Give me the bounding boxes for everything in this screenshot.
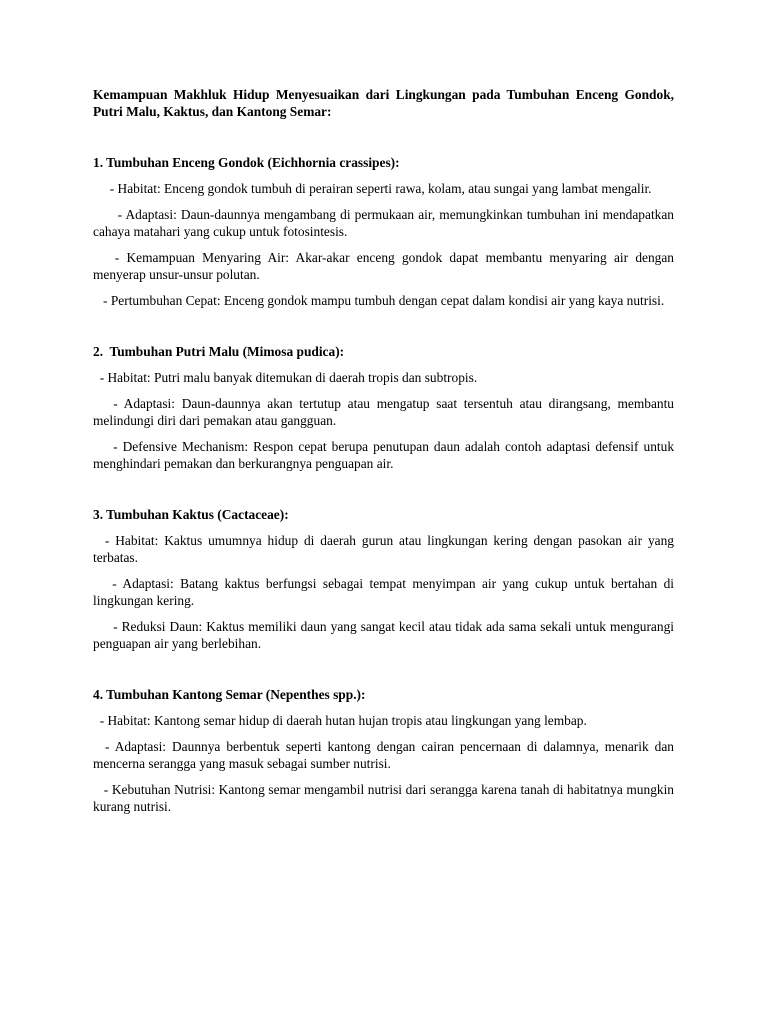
item-indent: [93, 396, 113, 411]
list-item: [93, 292, 674, 309]
section-kantong-semar: [93, 686, 674, 815]
section-heading: 2. Tumbuhan Putri Malu (Mimosa pudica):: [93, 344, 345, 359]
section-heading: 3. Tumbuhan Kaktus (Cactaceae):: [93, 507, 289, 522]
list-item: [93, 206, 674, 240]
list-item: [93, 249, 674, 283]
item-indent: [93, 181, 110, 196]
item-indent: [93, 370, 100, 385]
list-item: [93, 575, 674, 609]
item-indent: [93, 293, 103, 308]
item-text: - Habitat: Enceng gondok tumbuh di perairan seperti rawa, kolam, atau sungai yang lambat mengalir.: [109, 181, 652, 196]
item-indent: [93, 533, 105, 548]
list-item: [93, 180, 674, 197]
section-heading: 1. Tumbuhan Enceng Gondok (Eichhornia crassipes):: [93, 155, 400, 170]
document-title: Kemampuan Makhluk Hidup Menyesuaikan dari Lingkungan pada Tumbuhan Enceng Gondok, Putri Malu, Kaktus, dan Kantong Semar:: [93, 87, 674, 119]
list-item: [93, 738, 674, 772]
section-heading: 4. Tumbuhan Kantong Semar (Nepenthes spp.):: [93, 687, 366, 702]
item-text: - Kebutuhan Nutrisi: Kantong semar mengambil nutrisi dari serangga karena tanah di habitatnya mungkin kurang nutrisi.: [93, 782, 675, 814]
list-item: [93, 781, 674, 815]
list-item: [93, 438, 674, 472]
item-text: - Pertumbuhan Cepat: Enceng gondok mampu tumbuh dengan cepat dalam kondisi air yang kaya nutrisi.: [103, 293, 665, 308]
item-indent: [93, 576, 112, 591]
item-indent: [93, 619, 113, 634]
section-enceng-gondok: [93, 154, 674, 309]
item-text: - Adaptasi: Batang kaktus berfungsi sebagai tempat menyimpan air yang cukup untuk bertahan di lingkungan kering.: [93, 576, 674, 608]
section-kaktus: [93, 506, 674, 652]
item-text: - Habitat: Kaktus umumnya hidup di daerah gurun atau lingkungan kering dengan pasokan air yang terbatas.: [93, 533, 674, 565]
item-text: - Adaptasi: Daun-daunnya mengambang di permukaan air, memungkinkan tumbuhan ini mendapatkan cahaya matahari yang cukup untuk fotosintesis.: [93, 207, 674, 239]
list-item: [93, 618, 674, 652]
item-indent: [93, 439, 113, 454]
item-text: - Defensive Mechanism: Respon cepat berupa penutupan daun adalah contoh adaptasi defensif untuk menghindari pemakan dan berkurangnya penguapan air.: [93, 439, 675, 471]
item-indent: [93, 207, 118, 222]
list-item: [93, 395, 674, 429]
item-text: - Adaptasi: Daunnya berbentuk seperti kantong dengan cairan pencernaan di dalamnya, menarik dan mencerna serangga yang masuk sebagai sumber nutrisi.: [93, 739, 674, 771]
document-page: [93, 86, 674, 824]
item-text: - Habitat: Putri malu banyak ditemukan di daerah tropis dan subtropis.: [99, 370, 478, 385]
list-item: [93, 712, 674, 729]
item-text: - Reduksi Daun: Kaktus memiliki daun yang sangat kecil atau tidak ada sama sekali untuk mengurangi penguapan air yang berlebihan.: [93, 619, 674, 651]
item-text: - Habitat: Kantong semar hidup di daerah hutan hujan tropis atau lingkungan yang lembap.: [99, 713, 587, 728]
item-text: - Kemampuan Menyaring Air: Akar-akar enceng gondok dapat membantu menyaring air dengan menyerap unsur-unsur polutan.: [93, 250, 674, 282]
item-indent: [93, 782, 104, 797]
list-item: [93, 532, 674, 566]
item-indent: [93, 739, 105, 754]
item-text: - Adaptasi: Daun-daunnya akan tertutup atau mengatup saat tersentuh atau dirangsang, membantu melindungi diri dari pemakan atau gangguan.: [93, 396, 674, 428]
section-putri-malu: [93, 343, 674, 472]
item-indent: [93, 250, 115, 265]
item-indent: [93, 713, 100, 728]
list-item: [93, 369, 674, 386]
